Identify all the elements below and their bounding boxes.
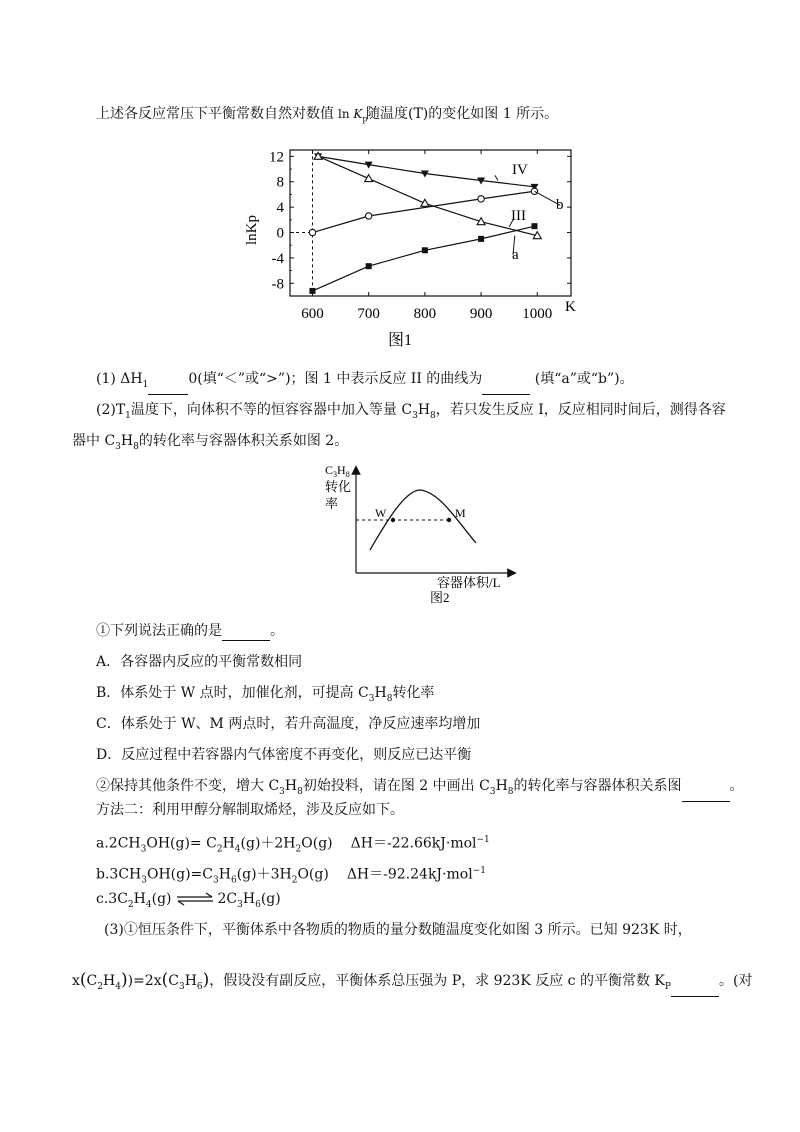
fig1-point-a — [309, 288, 315, 294]
fig1-ytick-label: 8 — [276, 174, 284, 191]
fig2-ylabel-3: 率 — [325, 496, 339, 511]
fig1-ytick-label: -8 — [271, 276, 284, 293]
figure-2-chart — [0, 458, 800, 608]
fig1-xtick-label: 900 — [469, 306, 493, 322]
fig2-xlabel: 容器体积/L — [437, 575, 501, 590]
fig1-ytick-label: 4 — [276, 200, 284, 217]
answer-blank-3[interactable] — [222, 626, 270, 641]
subquestion-2: ②保持其他条件不变，增大 $C_3H_8$初始投料，请在图 2 中画出 $C_3H_8$的转化率与容器体积关系图 。 — [96, 776, 744, 802]
subquestion-1: ①下列说法正确的是 。 — [96, 623, 284, 639]
reaction-b: $b.3CH_3OH(g)=C_3H_6(g)+3H_2O(g)$ ΔH＝-92.24kJ·mol$^{-1}$ — [96, 866, 486, 886]
fig1-series-label-III: III — [511, 207, 526, 224]
fig1-ytick-label: -4 — [271, 250, 284, 267]
fig1-xtick-label: 600 — [301, 306, 324, 322]
question-2-line1: $(2)T_1$温度下，向体积不等的恒容容器中加入等量 $C_3H_8$，若只发生反应 I，反应相同时间后，测得各容 — [96, 402, 726, 421]
fig1-series-a-line — [312, 226, 534, 291]
method-2: 方法二：利用甲醇分解制取烯烃，涉及反应如下。 — [96, 802, 404, 818]
fig1-plot-frame — [290, 150, 571, 296]
fig1-point-III — [421, 199, 429, 206]
question-1: (1) $\Delta H_1$ 0(填“＜”或“>”)；图 1 中表示反应 II 的曲线为 (填“a”或“b”)。 — [96, 369, 634, 395]
fig1-point-b — [365, 213, 371, 219]
option-a: A．各容器内反应的平衡常数相同 — [96, 654, 303, 670]
reaction-a: $a.2CH_3OH(g)= C_2H_4(g)+2H_2O(g)$ ΔH＝-22.66kJ·mol$^{-1}$ — [96, 835, 490, 855]
fig1-xtick-label: 800 — [413, 306, 437, 322]
question-3-line2: $x(C_2H_4))=2x(C_3H_6)$，假设没有副反应，平衡体系总压强为 P，求 923K 反应 c 的平衡常数 $K_P$ 。(对 — [72, 970, 752, 997]
fig1-ytick-label: 0 — [276, 225, 284, 242]
fig2-ylabel-1: $C_3H_8$ — [325, 463, 350, 479]
fig2-label-m: M — [455, 506, 466, 520]
fig1-point-b — [309, 229, 315, 235]
fig1-point-III — [365, 175, 373, 182]
fig2-caption: 图2 — [430, 590, 450, 605]
option-b: B．体系处于 W 点时，加催化剂，可提高 $C_3H_8$转化率 — [96, 685, 435, 704]
fig1-xtick-label: 700 — [357, 306, 380, 322]
option-d: D．反应过程中若容器内气体密度不再变化，则反应已达平衡 — [96, 747, 472, 763]
fig1-series-label-IV: IV — [512, 162, 528, 179]
answer-blank-5[interactable] — [671, 982, 719, 997]
fig1-point-a — [531, 223, 537, 229]
reaction-c: $c.3C_2H_4(g)$ $2C_3H_6(g)$ — [96, 891, 281, 910]
fig1-point-b — [478, 196, 484, 202]
fig2-ylabel-2: 转化 — [325, 479, 352, 494]
equilibrium-arrow-icon — [175, 892, 215, 906]
fig1-xtick-label: 1000 — [522, 306, 553, 322]
answer-blank-4[interactable] — [682, 787, 730, 802]
intro-line: 上述各反应常压下平衡常数自然对数值 $\ln K_p$ 随温度(T)的变化如图 1 所示。 — [96, 106, 559, 124]
fig1-caption: 图1 — [388, 332, 413, 349]
option-c: C．体系处于 W、M 两点时，若升高温度，净反应速率均增加 — [96, 716, 481, 732]
fig1-point-b — [531, 188, 537, 194]
fig2-label-w: W — [375, 506, 387, 520]
fig1-series-label-a: a — [512, 247, 519, 264]
fig1-point-a — [422, 247, 428, 253]
fig1-point-a — [478, 236, 484, 242]
answer-blank-2[interactable] — [482, 380, 530, 395]
fig1-ylabel: lnKp — [244, 215, 260, 245]
question-3: (3)①恒压条件下，平衡体系中各物质的物质的量分数随温度变化如图 3 所示。已知 923K 时， — [104, 922, 692, 938]
fig1-point-a — [366, 263, 372, 269]
fig1-leader-IV — [495, 175, 498, 180]
fig1-series-label-b: b — [556, 197, 564, 214]
fig1-xunit: K — [565, 299, 576, 315]
answer-blank-1[interactable] — [148, 380, 188, 395]
fig2-point-m — [447, 518, 451, 522]
fig1-ytick-label: 12 — [269, 149, 284, 166]
fig2-point-w — [391, 518, 395, 522]
question-2-line2: 器中 $C_3H_8$的转化率与容器体积关系如图 2。 — [72, 433, 349, 452]
x-ratio-formula: $x(C_2H_4))=2x(C_3H_6)$ — [72, 970, 210, 992]
